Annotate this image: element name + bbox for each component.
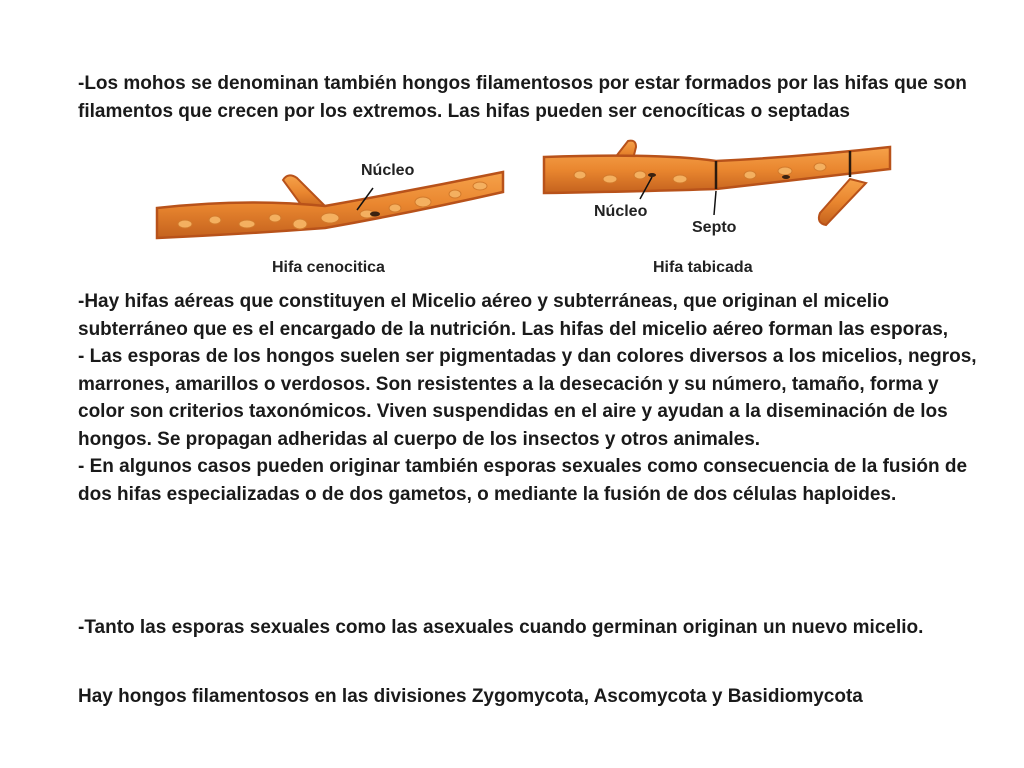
nucleo-label-tabicada: Núcleo — [594, 203, 648, 220]
hifa-cenocitica-illustration — [155, 150, 507, 250]
germinacion-paragraph: -Tanto las esporas sexuales como las asexuales cuando germinan originan un nuevo micelio. — [78, 617, 924, 638]
nucleo-label: Núcleo — [361, 162, 415, 179]
septo-label: Septo — [692, 219, 737, 236]
nucleus-dot — [370, 212, 380, 217]
esporas-paragraph: -Hay hifas aéreas que constituyen el Micelio aéreo y subterráneas, que originan el micelio subterráneo que es el encargado de la nutrición. Las hifas del micelio aéreo forman las esporas, - Las esporas de los hongos suelen ser pigmentadas y dan colores diversos a los micelios, negros, marrones, amarillos o verdosos. Son resistentes a la desecación y su número, tamaño, forma y color son criterios taxonómicos. Viven suspendidas en el aire y ayudan a la diseminación de los hongos. Se propagan adheridas al cuerpo de los insectos y otros animales. - En algunos casos pueden originar también esporas sexuales como consecuencia de la fusión de dos hifas especializadas o de dos gametos, o mediante la fusión de dos células haploides. — [78, 291, 977, 505]
intro-paragraph: -Los mohos se denominan también hongos filamentosos por estar formados por las hifas que son filamentos que crecen por los extremos. Las hifas pueden ser cenocíticas o septadas — [78, 73, 967, 122]
divisiones-paragraph: Hay hongos filamentosos en las divisiones Zygomycota, Ascomycota y Basidiomycota — [78, 686, 863, 707]
hifa-tabicada-figure — [540, 135, 896, 245]
hifa-tabicada-caption: Hifa tabicada — [653, 259, 753, 276]
hifa-cenocitica-caption: Hifa cenocitica — [272, 259, 385, 276]
hifa-cenocitica-figure — [155, 150, 507, 250]
